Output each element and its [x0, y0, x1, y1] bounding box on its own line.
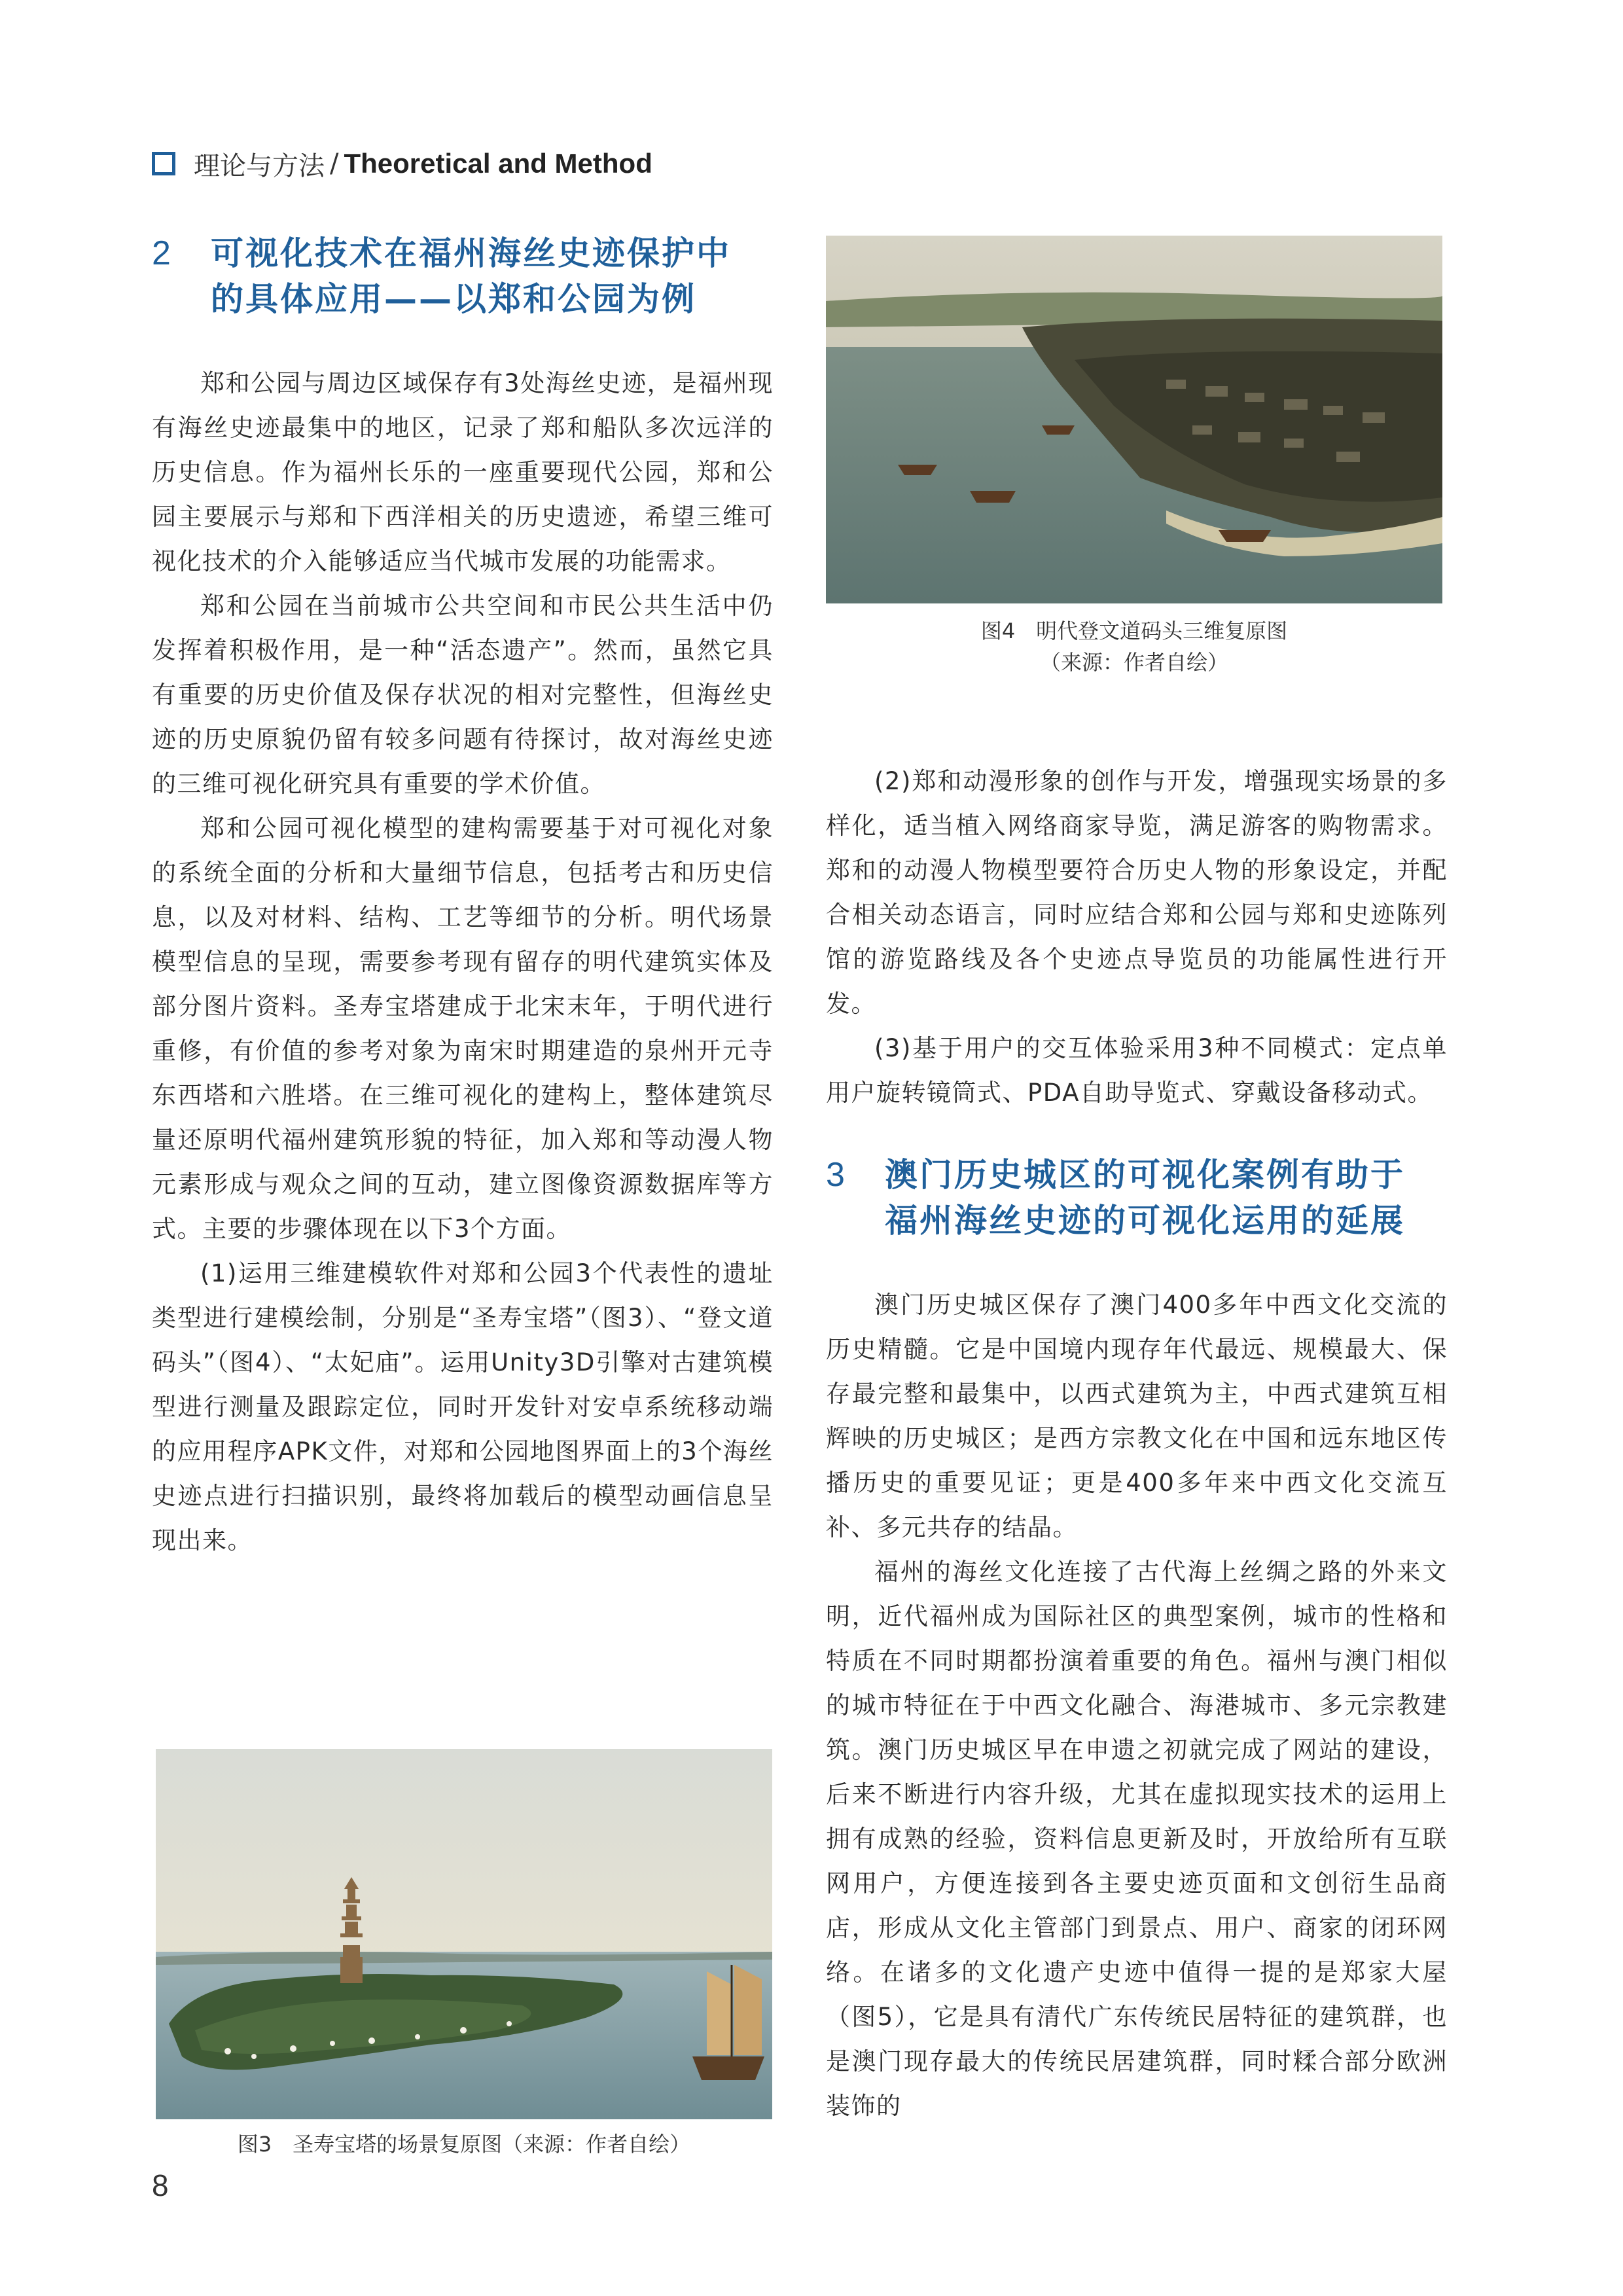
paragraph: (1)运用三维建模软件对郑和公园3个代表性的遗址类型进行建模绘制，分别是“圣寿宝塔”（图3）、“登文道码头”（图4）、“太妃庙”。运用Unity3D引擎对古建筑模型进行测量及跟踪定位，同时开发针对安卓系统移动端的应用程序APK文件，对郑和公园地图界面上的3个海丝史迹点进行扫描识别，最终将加载后的模型动画信息呈现出来。 [152, 1259, 774, 1554]
paragraph: (3)基于用户的交互体验采用3种不同模式：定点单用户旋转镜筒式、PDA自助导览式、穿戴设备移动式。 [826, 1034, 1448, 1107]
ming-dock-illustration [826, 236, 1442, 603]
section-3-number: 3 [826, 1156, 847, 1194]
header-square-icon [152, 152, 175, 175]
section-3-heading [826, 1152, 1448, 1244]
right-column [826, 759, 1448, 2128]
paragraph: 福州的海丝文化连接了古代海上丝绸之路的外来文明，近代福州成为国际社区的典型案例，城市的性格和特质在不同时期都扮演着重要的角色。福州与澳门相似的城市特征在于中西文化融合、海港城市、多元宗教建筑。澳门历史城区早在申遗之初就完成了网站的建设，后来不断进行内容升级，尤其在虚拟现实技术的运用上拥有成熟的经验，资料信息更新及时，开放给所有互联网用户，方便连接到各主要史迹页面和文创衍生品商店，形成从文化主管部门到景点、用户、商家的闭环网络。在诸多的文化遗产史迹中值得一提的是郑家大屋（图5），它是具有清代广东传统民居特征的建筑群，也是澳门现存最大的传统民居建筑群，同时糅合部分欧洲装饰的 [826, 1558, 1448, 2120]
paragraph: 郑和公园在当前城市公共空间和市民公共生活中仍发挥着积极作用，是一种“活态遗产”。然而，虽然它具有重要的历史价值及保存状况的相对完整性，但海丝史迹的历史原貌仍留有较多问题有待探讨，故对海丝史迹的三维可视化研究具有重要的学术价值。 [152, 592, 774, 798]
paragraph: 郑和公园与周边区域保存有3处海丝史迹，是福州现有海丝史迹最集中的地区，记录了郑和船队多次远洋的历史信息。作为福州长乐的一座重要现代公园，郑和公园主要展示与郑和下西洋相关的历史遗迹，希望三维可视化技术的介入能够适应当代城市发展的功能需求。 [152, 369, 774, 575]
section-2-heading [152, 230, 774, 322]
figure-4-caption-line1: 图4 明代登文道码头三维复原图 [980, 619, 1288, 643]
figure-4-caption-line2: （来源：作者自绘） [1039, 650, 1228, 675]
figure-4-image [826, 236, 1442, 603]
section-2-title-line1: 可视化技术在福州海丝史迹保护中 [211, 234, 731, 272]
section-3-title-line1: 澳门历史城区的可视化案例有助于 [885, 1156, 1405, 1194]
figure-3-image [156, 1749, 772, 2119]
paragraph: 澳门历史城区保存了澳门400多年中西文化交流的历史精髓。它是中国境内现存年代最远、规模最大、保存最完整和最集中，以西式建筑为主，中西式建筑互相辉映的历史城区；是西方宗教文化在中国和远东地区传播历史的重要见证；更是400多年来中西文化交流互补、多元共存的结晶。 [826, 1291, 1448, 1541]
figure-3-caption: 图3 圣寿宝塔的场景复原图（来源：作者自绘） [237, 2132, 691, 2157]
header-title-zh: 理论与方法 [194, 151, 325, 181]
running-header [152, 145, 652, 182]
pagoda-scene-illustration [156, 1749, 772, 2119]
header-separator: / [330, 149, 339, 179]
section-2-number: 2 [152, 234, 173, 272]
paragraph: 郑和公园可视化模型的建构需要基于对可视化对象的系统全面的分析和大量细节信息，包括考古和历史信息，以及对材料、结构、工艺等细节的分析。明代场景模型信息的呈现，需要参考现有留存的明代建筑实体及部分图片资料。圣寿宝塔建成于北宋末年，于明代进行重修，有价值的参考对象为南宋时期建造的泉州开元寺东西塔和六胜塔。在三维可视化的建构上，整体建筑尽量还原明代福州建筑形貌的特征，加入郑和等动漫人物元素形成与观众之间的互动，建立图像资源数据库等方式。主要的步骤体现在以下3个方面。 [152, 814, 774, 1243]
section-2-title-line2: 的具体应用——以郑和公园为例 [211, 280, 696, 318]
figure-4-caption [826, 615, 1442, 678]
paragraph: (2)郑和动漫形象的创作与开发，增强现实场景的多样化，适当植入网络商家导览，满足游客的购物需求。郑和的动漫人物模型要符合历史人物的形象设定，并配合相关动态语言，同时应结合郑和公园与郑和史迹陈列馆的游览路线及各个史迹点导览员的功能属性进行开发。 [826, 767, 1448, 1018]
section-3-title-line2: 福州海丝史迹的可视化运用的延展 [885, 1202, 1405, 1240]
header-title-en: Theoretical and Method [344, 148, 652, 179]
page-number: 8 [152, 2168, 169, 2202]
left-column [152, 230, 774, 1563]
